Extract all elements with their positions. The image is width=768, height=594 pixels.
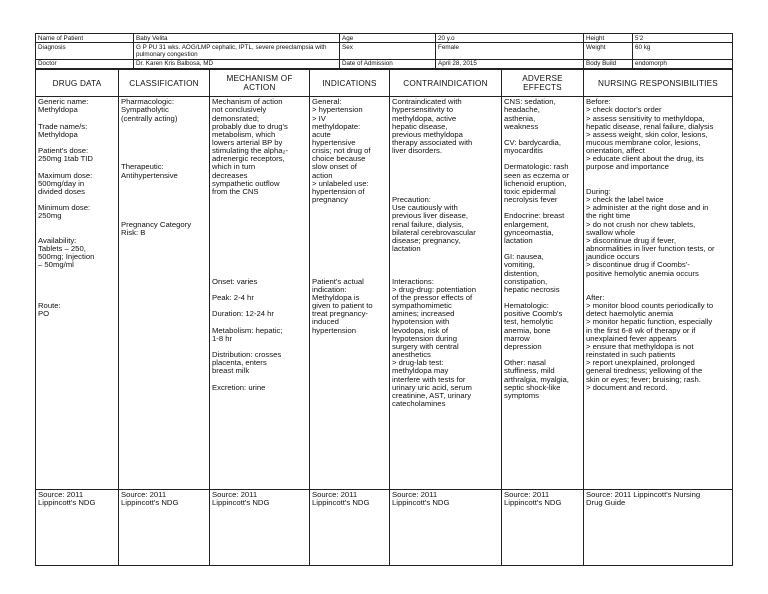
height-label: Height (584, 34, 633, 43)
source-adverse-effects: Source: 2011 Lippincott's NDG (502, 490, 584, 566)
doctor-label: Doctor (36, 59, 134, 68)
admission-label: Date of Admission (340, 59, 436, 68)
weight-label: Weight (584, 43, 633, 59)
patient-row-diagnosis (36, 43, 733, 59)
header-drug-data: DRUG DATA (36, 70, 119, 97)
patient-info-table (35, 33, 733, 69)
name-value: Baby Velita (134, 34, 340, 43)
header-contraindication: CONTRAINDICATION (390, 70, 502, 97)
weight-value: 60 kg (633, 43, 733, 59)
header-nursing: NURSING RESPONSIBILITIES (584, 70, 733, 97)
build-value: endomorph (633, 59, 733, 68)
admission-value: April 28, 2015 (436, 59, 584, 68)
source-classification: Source: 2011 Lippincott's NDG (119, 490, 210, 566)
diagnosis-value: G P PU 31 wks. AOG/LMP cephalic, IPTL, severe preeclampsia with pulmonary congestion (134, 43, 340, 59)
height-value: 5'2 (633, 34, 733, 43)
header-row (36, 70, 733, 97)
cell-nursing: Before: > check doctor's order > assess sensitivity to methyldopa, hepatic disease, renal failure, dialysis > assess weight, skin color, lesions, mucous membrane color, lesions, orientation, affect > educate client about the drug, its purpose and importance During: > check the label twice > administer at the right dose and in the right time > do not crush nor chew tablets, swallow whole > discontinue drug if fever, abnormalities in liver function tests, or jaundice occurs > discontinue drug if Coombs'- positive hemolytic anemia occurs After: > monitor blood counts periodically to detect haemolytic anemia > monitor hepatic function, especially in the first 6-8 wk of therapy or if unexplained fever appears > ensure that methyldopa is not reinstated in such patients > report unexplained, prolonged general tiredness; yellowing of the skin or eyes; fever; bruising; rash. > document and record. (584, 97, 733, 490)
source-drug-data: Source: 2011 Lippincott's NDG (36, 490, 119, 566)
cell-classification: Pharmacologic: Sympatholytic (centrally acting) Therapeutic: Antihypertensive Pregnancy Category Risk: B (119, 97, 210, 490)
drug-study-table (35, 69, 733, 566)
cell-drug-data: Generic name: Methyldopa Trade name/s: Methyldopa Patient's dose: 250mg 1tab TID Maximum dose: 500mg/day in divided doses Minimum dose: 250mg Availability: Tablets – 250, 500mg; Injection – 50mg/ml Route: PO (36, 97, 119, 490)
cell-indications: General: > hypertension > IV methyldopate: acute hypertensive crisis; not drug of choice because slow onset of action > unlabeled use: hypertension of pregnancy Patient's actual indication: Methyldopa is given to patient to treat pregnancy- induced hypertension (310, 97, 390, 490)
cell-mechanism: Mechanism of action not conclusively demonsrated; probably due to drug's metabolism, which lowers arterial BP by stimulating the alpha₂- adrenergic receptors, which in turn decreases sympathetic outflow from the CNS Onset: varies Peak: 2-4 hr Duration: 12-24 hr Metabolism: hepatic; 1-8 hr Distribution: crosses placenta, enters breast milk Excretion: urine (210, 97, 310, 490)
age-value: 20 y.o (436, 34, 584, 43)
sex-label: Sex (340, 43, 436, 59)
source-row (36, 490, 733, 566)
build-label: Body Build (584, 59, 633, 68)
header-adverse-effects: ADVERSE EFFECTS (502, 70, 584, 97)
age-label: Age (340, 34, 436, 43)
source-mechanism: Source: 2011 Lippincott's NDG (210, 490, 310, 566)
doctor-value: Dr. Karen Kris Balbosa, MD (134, 59, 340, 68)
header-mechanism: MECHANISM OF ACTION (210, 70, 310, 97)
cell-contraindication: Contraindicated with hypersensitivity to methyldopa, active hepatic disease, previous methyldopa therapy associated with liver disorders. Precaution: Use cautiously with previous liver disease, renal failure, dialysis, bilateral cerebrovascular disease; pregnancy, lactation Interactions: > drug-drug: potentiation of the pressor effects of sympathomimetic amines; increased hypotension with levodopa, risk of hypotension during surgery with central anesthetics > drug-lab test: methyldopa may interfere with tests for urinary uric acid, serum creatinine, AST, urinary catecholamines (390, 97, 502, 490)
drug-study-page (35, 33, 732, 566)
name-label: Name of Patient (36, 34, 134, 43)
patient-row-name (36, 34, 733, 43)
patient-row-doctor (36, 59, 733, 68)
content-row (36, 97, 733, 490)
source-nursing: Source: 2011 Lippincott's Nursing Drug Guide (584, 490, 733, 566)
source-contraindication: Source: 2011 Lippincott's NDG (390, 490, 502, 566)
source-indications: Source: 2011 Lippincott's NDG (310, 490, 390, 566)
cell-adverse-effects: CNS: sedation, headache, asthenia, weakness CV: bardycardia, myocarditis Dermatologic: rash seen as eczema or lichenoid eruption, toxic epidermal necrolysis fever Endocrine: breast enlargement, gynceomastia, lactation GI: nausea, vomiting, distention, constipation, hepatic necrosis Hematologic: positive Coomb's test, hemolytic anemia, bone marrow depression Other: nasal stuffiness, mild arthralgia, myalgia, septic shock-like symptoms (502, 97, 584, 490)
header-indications: INDICATIONS (310, 70, 390, 97)
header-classification: CLASSIFICATION (119, 70, 210, 97)
sex-value: Female (436, 43, 584, 59)
diagnosis-label: Diagnosis (36, 43, 134, 59)
